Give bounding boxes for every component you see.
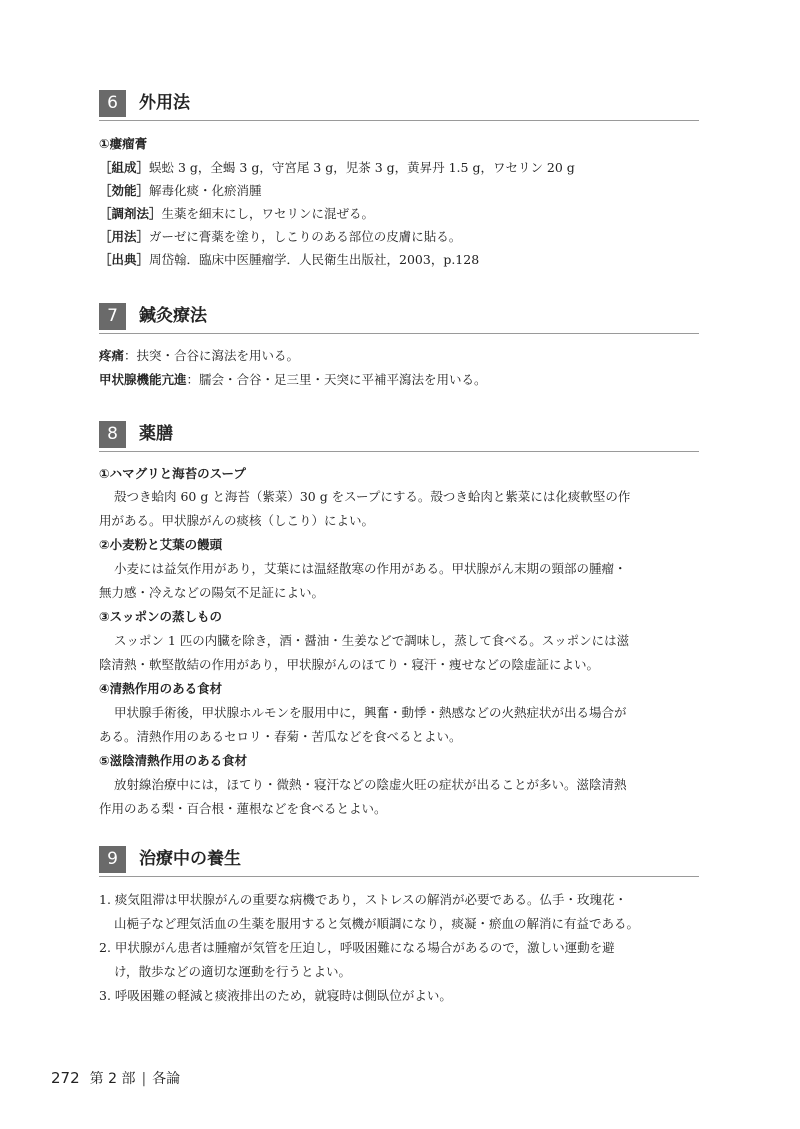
diet-text: ある。清熱作用のあるセロリ・春菊・苦瓜などを食べるとよい。: [99, 729, 462, 744]
line-label: ［出典］: [99, 252, 150, 267]
section-self-care: [99, 846, 699, 1003]
section-header: [99, 421, 699, 452]
diet-text: 甲状腺手術後，甲状腺ホルモンを服用中に，興奮・動悸・熱感などの火熱症状が出る場合が: [114, 705, 627, 720]
formula-line: [99, 206, 374, 222]
diet-text: 無力感・冷えなどの陽気不足証によい。: [99, 585, 325, 600]
line-label: 甲状腺機能亢進: [99, 372, 187, 387]
section-title: 鍼灸療法: [139, 306, 207, 326]
list-item: [99, 940, 615, 956]
formula-heading: ①瘻瘤膏: [99, 136, 148, 151]
list-text: 甲状腺がん患者は腫瘤が気管を圧迫し，呼吸困難になる場合があるので，激しい運動を避: [114, 940, 615, 955]
section-number: 6: [99, 90, 126, 117]
diet-text: 殻つき蛤肉 60 g と海苔（紫菜）30 g をスープにする。殻つき蛤肉と紫菜には化痰軟堅の作: [114, 489, 631, 504]
list-text: 呼吸困難の軽減と痰液排出のため，就寝時は側臥位がよい。: [114, 988, 452, 1003]
formula-line: [99, 252, 479, 268]
formula-line: [99, 160, 575, 176]
section-number: 9: [99, 846, 126, 873]
diet-heading: ②小麦粉と艾葉の饅頭: [99, 537, 223, 552]
line-text: ガーゼに膏薬を塗り，しこりのある部位の皮膚に貼る。: [149, 229, 462, 244]
line-label: ［調剤法］: [99, 206, 162, 221]
section-header: [99, 846, 699, 877]
diet-text: 用がある。甲状腺がんの痰核（しこり）によい。: [99, 513, 375, 528]
section-header: [99, 303, 699, 334]
line-text: 解毒化痰・化瘀消腫: [149, 183, 262, 198]
line-label: 疼痛: [99, 348, 125, 363]
line-label: ［組成］: [99, 160, 150, 175]
section-title: 治療中の養生: [139, 849, 241, 869]
diet-text: 小麦には益気作用があり，艾葉には温経散寒の作用がある。甲状腺がん末期の頸部の腫瘤・: [114, 561, 627, 576]
line-text: 蜈蚣 3 g，全蝎 3 g，守宮尾 3 g，児茶 3 g，黄昇丹 1.5 g，ワセリン 20 g: [149, 160, 575, 175]
line-label: ［用法］: [99, 229, 150, 244]
list-number: 2.: [99, 940, 111, 955]
section-acupuncture: [99, 303, 699, 387]
list-text: 痰気阻滞は甲状腺がんの重要な病機であり，ストレスの解消が必要である。仏手・玫瑰花・: [114, 892, 628, 907]
page-number: 272: [51, 1069, 80, 1087]
diet-text: 作用のある梨・百合根・蓮根などを食べるとよい。: [99, 801, 387, 816]
section-header: [99, 90, 699, 121]
line-text: ：臑会・合谷・足三里・天突に平補平瀉法を用いる。: [186, 372, 487, 387]
diet-text: 放射線治療中には，ほてり・微熱・寝汗などの陰虚火旺の症状が出ることが多い。滋陰清熱: [114, 777, 627, 792]
section-title: 薬膳: [139, 424, 173, 444]
line-text: ：扶突・合谷に瀉法を用いる。: [124, 348, 300, 363]
part-label: 第 2 部: [89, 1071, 136, 1087]
formula-line: [99, 183, 262, 199]
section-title: 外用法: [139, 93, 190, 113]
footer-divider: |: [141, 1071, 147, 1087]
line-text: 生薬を細末にし，ワセリンに混ぜる。: [161, 206, 375, 221]
chapter-label: 各論: [152, 1071, 181, 1087]
section-number: 8: [99, 421, 126, 448]
diet-heading: ④清熱作用のある食材: [99, 681, 223, 696]
diet-heading: ①ハマグリと海苔のスープ: [99, 466, 246, 481]
section-external-use: [99, 90, 699, 267]
list-text: け，散歩などの適切な運動を行うとよい。: [114, 964, 352, 979]
list-number: 3.: [99, 988, 111, 1003]
list-item: [99, 988, 452, 1004]
diet-text: 陰清熱・軟堅散結の作用があり，甲状腺がんのほてり・寝汗・痩せなどの陰虚証によい。: [99, 657, 600, 672]
list-number: 1.: [99, 892, 111, 907]
acupuncture-line: [99, 372, 487, 388]
diet-heading: ⑤滋陰清熱作用のある食材: [99, 753, 248, 768]
list-item: [99, 892, 627, 908]
section-number: 7: [99, 303, 126, 330]
list-text: 山梔子など理気活血の生薬を服用すると気機が順調になり，痰凝・瘀血の解消に有益である。: [114, 916, 640, 931]
line-text: 周岱翰．臨床中医腫瘤学．人民衛生出版社，2003，p.128: [149, 252, 480, 267]
acupuncture-line: [99, 348, 299, 364]
page-footer: [51, 1069, 180, 1088]
line-label: ［効能］: [99, 183, 150, 198]
diet-heading: ③スッポンの蒸しもの: [99, 609, 222, 624]
section-medicinal-diet: [99, 421, 699, 816]
formula-line: [99, 229, 461, 245]
diet-text: スッポン 1 匹の内臓を除き，酒・醤油・生姜などで調味し，蒸して食べる。スッポンには滋: [114, 633, 630, 648]
